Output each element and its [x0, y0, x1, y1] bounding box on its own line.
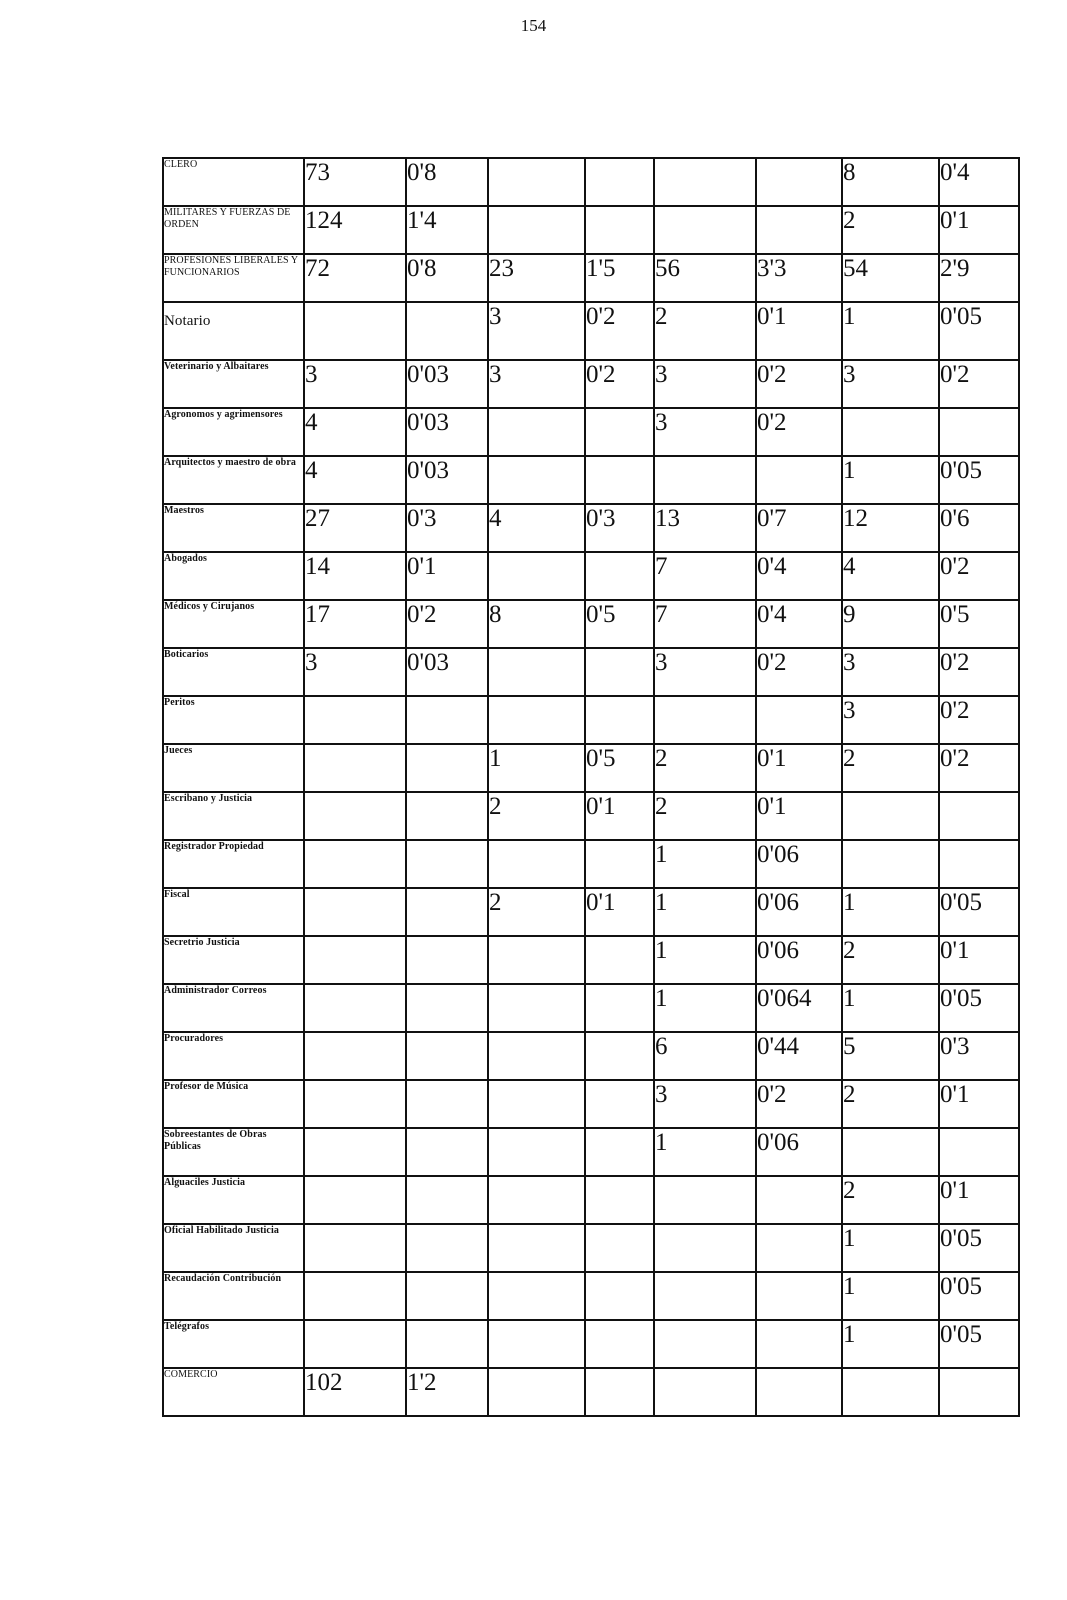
table-cell [304, 1176, 406, 1224]
table-cell: 3 [842, 648, 939, 696]
table-cell [842, 792, 939, 840]
table-cell: 2 [842, 936, 939, 984]
table-cell [585, 984, 654, 1032]
table-cell: 3 [654, 360, 756, 408]
table-cell [756, 206, 842, 254]
row-label: Secretrio Justicia [163, 936, 304, 984]
table-cell [585, 206, 654, 254]
table-cell: 3 [304, 648, 406, 696]
table-cell: 0'8 [406, 158, 488, 206]
table-cell: 0'064 [756, 984, 842, 1032]
table-cell [304, 1080, 406, 1128]
table-cell [304, 1320, 406, 1368]
table-cell [488, 648, 585, 696]
table-cell [488, 1272, 585, 1320]
row-label: Veterinario y Albaitares [163, 360, 304, 408]
occupation-table [162, 157, 1020, 1417]
table-row [163, 1080, 1019, 1128]
table-cell [756, 1368, 842, 1416]
table-cell [488, 696, 585, 744]
table-cell: 3 [842, 360, 939, 408]
table-cell [406, 1272, 488, 1320]
table-cell: 7 [654, 552, 756, 600]
table-cell: 1 [654, 984, 756, 1032]
table-cell [654, 206, 756, 254]
table-cell: 0'05 [939, 1320, 1019, 1368]
table-cell: 1 [842, 1224, 939, 1272]
table-cell: 0'3 [585, 504, 654, 552]
table-cell: 2 [842, 206, 939, 254]
table-cell: 1'5 [585, 254, 654, 302]
table-cell: 0'05 [939, 1272, 1019, 1320]
table-cell [406, 1224, 488, 1272]
table-cell: 1 [842, 984, 939, 1032]
table-cell [304, 936, 406, 984]
table-cell: 3 [654, 408, 756, 456]
table-cell [756, 1320, 842, 1368]
table-cell: 3 [654, 648, 756, 696]
table-cell [304, 1128, 406, 1176]
table-cell: 3 [654, 1080, 756, 1128]
table-cell [488, 1032, 585, 1080]
table-cell: 0'06 [756, 888, 842, 936]
table-cell: 0'03 [406, 648, 488, 696]
table-cell [406, 840, 488, 888]
table-cell: 0'2 [939, 552, 1019, 600]
table-cell: 0'2 [585, 302, 654, 360]
row-label: PROFESIONES LIBERALES Y FUNCIONARIOS [163, 254, 304, 302]
table-cell [304, 840, 406, 888]
table-cell: 0'3 [939, 1032, 1019, 1080]
row-label: Registrador Propiedad [163, 840, 304, 888]
table-cell: 0'2 [585, 360, 654, 408]
table-cell [654, 158, 756, 206]
row-label: COMERCIO [163, 1368, 304, 1416]
table-cell [304, 696, 406, 744]
table-cell: 0'03 [406, 408, 488, 456]
table-cell: 0'2 [939, 696, 1019, 744]
table-cell: 1 [654, 936, 756, 984]
table-cell [488, 984, 585, 1032]
table-cell [488, 1320, 585, 1368]
table-cell: 0'6 [939, 504, 1019, 552]
table-cell: 0'03 [406, 456, 488, 504]
table-cell [406, 696, 488, 744]
table-cell: 2 [842, 1176, 939, 1224]
row-label: Administrador Correos [163, 984, 304, 1032]
table-cell [654, 1320, 756, 1368]
table-cell [654, 1272, 756, 1320]
table-cell: 1 [654, 888, 756, 936]
table-cell: 4 [304, 408, 406, 456]
table-row [163, 1128, 1019, 1176]
table-cell [585, 552, 654, 600]
table-cell: 3 [304, 360, 406, 408]
table-cell [756, 696, 842, 744]
table-cell: 2 [654, 302, 756, 360]
table-cell [585, 1032, 654, 1080]
table-cell: 3 [488, 360, 585, 408]
table-cell: 0'1 [585, 792, 654, 840]
table-cell [842, 1128, 939, 1176]
row-label: Boticarios [163, 648, 304, 696]
table-cell [406, 744, 488, 792]
table-cell: 102 [304, 1368, 406, 1416]
table-cell [654, 1224, 756, 1272]
table-cell: 56 [654, 254, 756, 302]
table-cell: 0'05 [939, 456, 1019, 504]
table-cell [654, 1176, 756, 1224]
table-cell: 0'05 [939, 984, 1019, 1032]
row-label: Oficial Habilitado Justicia [163, 1224, 304, 1272]
table-row [163, 1320, 1019, 1368]
table-cell: 0'1 [756, 792, 842, 840]
row-label: Abogados [163, 552, 304, 600]
table-cell: 0'7 [756, 504, 842, 552]
row-label: Fiscal [163, 888, 304, 936]
row-label: Arquitectos y maestro de obra [163, 456, 304, 504]
table-cell: 8 [842, 158, 939, 206]
table-cell: 23 [488, 254, 585, 302]
table-row [163, 302, 1019, 360]
table-cell: 4 [304, 456, 406, 504]
table-cell: 0'2 [939, 360, 1019, 408]
table-cell [585, 1128, 654, 1176]
table-cell [842, 840, 939, 888]
table-cell: 1 [842, 888, 939, 936]
table-cell [304, 1032, 406, 1080]
table-cell: 0'05 [939, 888, 1019, 936]
table-cell [406, 792, 488, 840]
table-body [163, 158, 1019, 1416]
row-label: Alguaciles Justicia [163, 1176, 304, 1224]
table-cell [406, 984, 488, 1032]
table-cell: 0'06 [756, 840, 842, 888]
table-row [163, 206, 1019, 254]
table-cell [585, 1224, 654, 1272]
row-label: Agronomos y agrimensores [163, 408, 304, 456]
table-cell: 8 [488, 600, 585, 648]
table-row [163, 360, 1019, 408]
table-cell [939, 792, 1019, 840]
table-cell: 0'1 [756, 302, 842, 360]
row-label: Médicos y Cirujanos [163, 600, 304, 648]
table-cell [756, 158, 842, 206]
row-label: Maestros [163, 504, 304, 552]
table-cell: 0'1 [585, 888, 654, 936]
table-cell: 0'1 [939, 1080, 1019, 1128]
table-cell: 0'05 [939, 302, 1019, 360]
table-cell: 2 [654, 792, 756, 840]
table-cell [585, 1176, 654, 1224]
table-cell: 2 [654, 744, 756, 792]
table-cell: 1 [842, 1272, 939, 1320]
table-cell: 1'4 [406, 206, 488, 254]
table-cell: 0'4 [939, 158, 1019, 206]
table-cell: 0'8 [406, 254, 488, 302]
table-cell [488, 1128, 585, 1176]
row-label: Jueces [163, 744, 304, 792]
table-cell: 7 [654, 600, 756, 648]
table-cell: 4 [488, 504, 585, 552]
table-cell: 27 [304, 504, 406, 552]
table-cell: 73 [304, 158, 406, 206]
table-cell: 0'1 [939, 206, 1019, 254]
table-cell [488, 1224, 585, 1272]
table-row [163, 888, 1019, 936]
table-cell [488, 206, 585, 254]
table-cell: 0'1 [406, 552, 488, 600]
table-cell [756, 1224, 842, 1272]
table-cell: 12 [842, 504, 939, 552]
row-label: Peritos [163, 696, 304, 744]
table-cell [304, 1224, 406, 1272]
table-cell [406, 1128, 488, 1176]
table-cell [585, 456, 654, 504]
table-row [163, 254, 1019, 302]
table-cell: 0'5 [585, 600, 654, 648]
table-cell [488, 1080, 585, 1128]
table-cell: 72 [304, 254, 406, 302]
table-cell: 4 [842, 552, 939, 600]
row-label: Notario [163, 302, 304, 360]
table-row [163, 1032, 1019, 1080]
table-cell: 0'3 [406, 504, 488, 552]
table-cell: 17 [304, 600, 406, 648]
table-row [163, 696, 1019, 744]
table-row [163, 936, 1019, 984]
table-cell: 0'4 [756, 600, 842, 648]
table-cell [304, 888, 406, 936]
table-cell: 3'3 [756, 254, 842, 302]
table-cell [842, 408, 939, 456]
table-cell: 2 [842, 1080, 939, 1128]
table-cell: 9 [842, 600, 939, 648]
table-cell: 0'2 [756, 648, 842, 696]
table-cell: 0'06 [756, 936, 842, 984]
table-cell [406, 1176, 488, 1224]
table-cell: 1 [488, 744, 585, 792]
table-cell [488, 936, 585, 984]
table-cell [406, 1032, 488, 1080]
row-label: CLERO [163, 158, 304, 206]
table-row [163, 600, 1019, 648]
table-row [163, 1224, 1019, 1272]
table-cell: 1 [654, 1128, 756, 1176]
table-cell: 2 [488, 888, 585, 936]
table-cell [939, 1368, 1019, 1416]
table-cell [585, 1272, 654, 1320]
table-row [163, 792, 1019, 840]
table-cell: 124 [304, 206, 406, 254]
table-cell [406, 302, 488, 360]
table-cell: 1'2 [406, 1368, 488, 1416]
table-cell [304, 1272, 406, 1320]
table-cell [304, 302, 406, 360]
table-cell: 0'2 [756, 1080, 842, 1128]
table-cell [585, 158, 654, 206]
table-cell [756, 1272, 842, 1320]
table-cell [585, 1368, 654, 1416]
row-label: Sobreestantes de Obras Públicas [163, 1128, 304, 1176]
table-cell: 3 [842, 696, 939, 744]
table-cell [939, 840, 1019, 888]
row-label: Procuradores [163, 1032, 304, 1080]
table-cell: 0'03 [406, 360, 488, 408]
table-cell: 2 [842, 744, 939, 792]
table-cell [939, 1128, 1019, 1176]
table-cell: 1 [842, 456, 939, 504]
table-cell [842, 1368, 939, 1416]
table-cell: 1 [842, 1320, 939, 1368]
table-cell: 0'1 [756, 744, 842, 792]
table-cell: 0'2 [756, 408, 842, 456]
table-cell [406, 936, 488, 984]
table-cell [406, 1080, 488, 1128]
table-cell: 14 [304, 552, 406, 600]
table-cell: 6 [654, 1032, 756, 1080]
table-cell [488, 408, 585, 456]
table-cell [488, 1368, 585, 1416]
table-cell: 5 [842, 1032, 939, 1080]
table-cell: 0'05 [939, 1224, 1019, 1272]
table-cell: 54 [842, 254, 939, 302]
table-row [163, 744, 1019, 792]
row-label: Escribano y Justicia [163, 792, 304, 840]
table-row [163, 648, 1019, 696]
table-cell: 1 [654, 840, 756, 888]
table-cell: 0'1 [939, 936, 1019, 984]
table-row [163, 456, 1019, 504]
table-cell [304, 984, 406, 1032]
table-cell [488, 456, 585, 504]
table-row [163, 504, 1019, 552]
table-cell [304, 744, 406, 792]
table-row [163, 408, 1019, 456]
table-cell: 0'2 [756, 360, 842, 408]
table-cell: 0'2 [939, 648, 1019, 696]
table-cell: 0'4 [756, 552, 842, 600]
table-cell [488, 1176, 585, 1224]
table-cell [488, 840, 585, 888]
table-row [163, 552, 1019, 600]
table-row [163, 840, 1019, 888]
table-cell: 0'5 [585, 744, 654, 792]
row-label: Profesor de Música [163, 1080, 304, 1128]
table-cell: 0'2 [406, 600, 488, 648]
table-cell: 2'9 [939, 254, 1019, 302]
table-cell [585, 936, 654, 984]
table-cell [304, 792, 406, 840]
table-cell [406, 1320, 488, 1368]
table-row [163, 158, 1019, 206]
table-cell: 0'44 [756, 1032, 842, 1080]
row-label: Recaudación Contribución [163, 1272, 304, 1320]
table-cell [585, 1320, 654, 1368]
table-cell [585, 696, 654, 744]
row-label: Telégrafos [163, 1320, 304, 1368]
table-cell [654, 1368, 756, 1416]
table-cell: 0'1 [939, 1176, 1019, 1224]
table-cell [585, 1080, 654, 1128]
page-number: 154 [520, 16, 547, 35]
table-row [163, 1368, 1019, 1416]
table-cell [756, 1176, 842, 1224]
table-cell [654, 456, 756, 504]
table-cell: 0'5 [939, 600, 1019, 648]
table-cell: 13 [654, 504, 756, 552]
table-cell [654, 696, 756, 744]
table-cell [756, 456, 842, 504]
table-row [163, 1176, 1019, 1224]
table-cell: 1 [842, 302, 939, 360]
table-cell: 0'2 [939, 744, 1019, 792]
table-cell [406, 888, 488, 936]
table-cell [585, 840, 654, 888]
row-label: MILITARES Y FUERZAS DE ORDEN [163, 206, 304, 254]
table-cell [488, 552, 585, 600]
table-cell: 3 [488, 302, 585, 360]
table-cell [939, 408, 1019, 456]
table-row [163, 984, 1019, 1032]
table-cell: 0'06 [756, 1128, 842, 1176]
table-cell [585, 648, 654, 696]
table-row [163, 1272, 1019, 1320]
table-cell: 2 [488, 792, 585, 840]
table-cell [488, 158, 585, 206]
table-cell [585, 408, 654, 456]
